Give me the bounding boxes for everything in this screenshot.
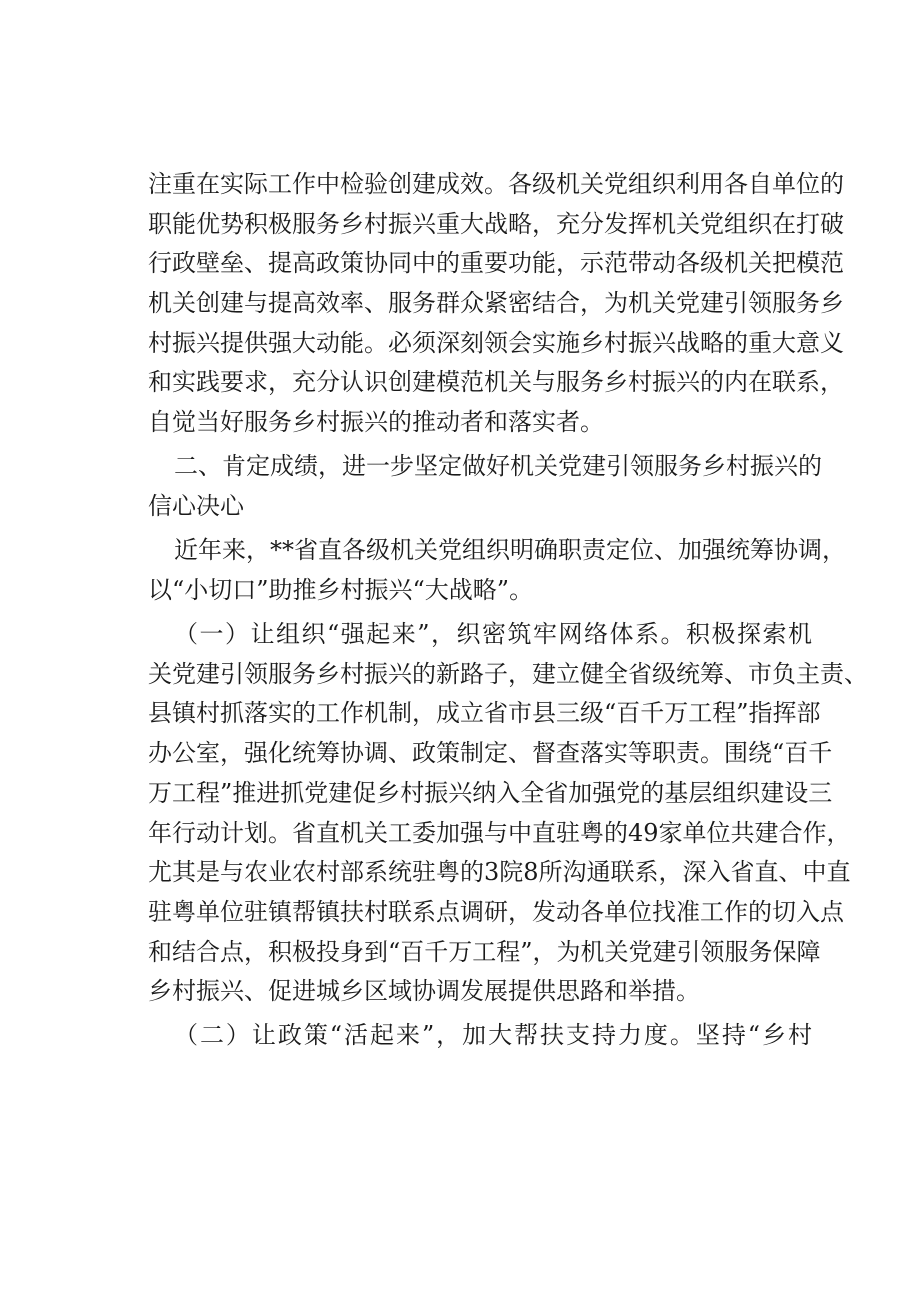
text-line: 驻粤单位驻镇帮镇扶村联系点调研，发动各单位找准工作的切入点 (148, 897, 844, 926)
text-line: 机关创建与提高效率、服务群众紧密结合，为机关党建引领服务乡 (148, 289, 844, 318)
text-line: 尤其是与农业农村部系统驻粤的3院8所沟通联系，深入省直、中直 (148, 858, 851, 887)
text-line: 注重在实际工作中检验创建成效。各级机关党组织利用各自单位的 (148, 170, 844, 198)
text-line: 职能优势积极服务乡村振兴重大战略，充分发挥机关党组织在打破 (148, 209, 844, 238)
text-line: 以“小切口”助推乡村振兴“大战略”。 (148, 575, 534, 604)
text-line: 信心决心 (148, 492, 244, 520)
text-line: 近年来，**省直各级机关党组织明确职责定位、加强统筹协调， (174, 536, 846, 565)
text-line: （一）让组织“强起来”，织密筑牢网络体系。积极探索机 (174, 620, 812, 649)
text-line: 乡村振兴、促进城乡区域协调发展提供思路和举措。 (148, 977, 700, 1006)
text-line: 万工程”推进抓党建促乡村振兴纳入全省加强党的基层组织建设三 (148, 778, 833, 807)
paragraph (148, 615, 868, 1012)
paragraph (148, 531, 846, 610)
text-line: 关党建引领服务乡村振兴的新路子，建立健全省级统筹、市负主责、 (148, 659, 868, 688)
text-line: （二）让政策“活起来”，加大帮扶支持力度。坚持“乡村 (174, 1021, 812, 1050)
paragraph (148, 165, 844, 443)
paragraph (148, 447, 822, 526)
text-line: 办公室，强化统筹协调、政策制定、督查落实等职责。围绕“百千 (148, 739, 833, 768)
text-line: 县镇村抓落实的工作机制，成立省市县三级“百千万工程”指挥部 (148, 699, 821, 728)
text-line: 和实践要求，充分认识创建模范机关与服务乡村振兴的内在联系， (148, 368, 844, 397)
document-body (148, 165, 868, 1061)
text-line: 自觉当好服务乡村振兴的推动者和落实者。 (148, 408, 604, 437)
text-line: 二、肯定成绩，进一步坚定做好机关党建引领服务乡村振兴的 (174, 452, 822, 481)
paragraph (148, 1016, 812, 1056)
text-line: 年行动计划。省直机关工委加强与中直驻粤的49家单位共建合作， (148, 818, 851, 847)
text-line: 和结合点，积极投身到“百千万工程”，为机关党建引领服务保障 (148, 937, 821, 966)
text-line: 村振兴提供强大动能。必须深刻领会实施乡村振兴战略的重大意义 (148, 328, 844, 357)
text-line: 行政壁垒、提高政策协同中的重要功能，示范带动各级机关把模范 (148, 249, 844, 278)
